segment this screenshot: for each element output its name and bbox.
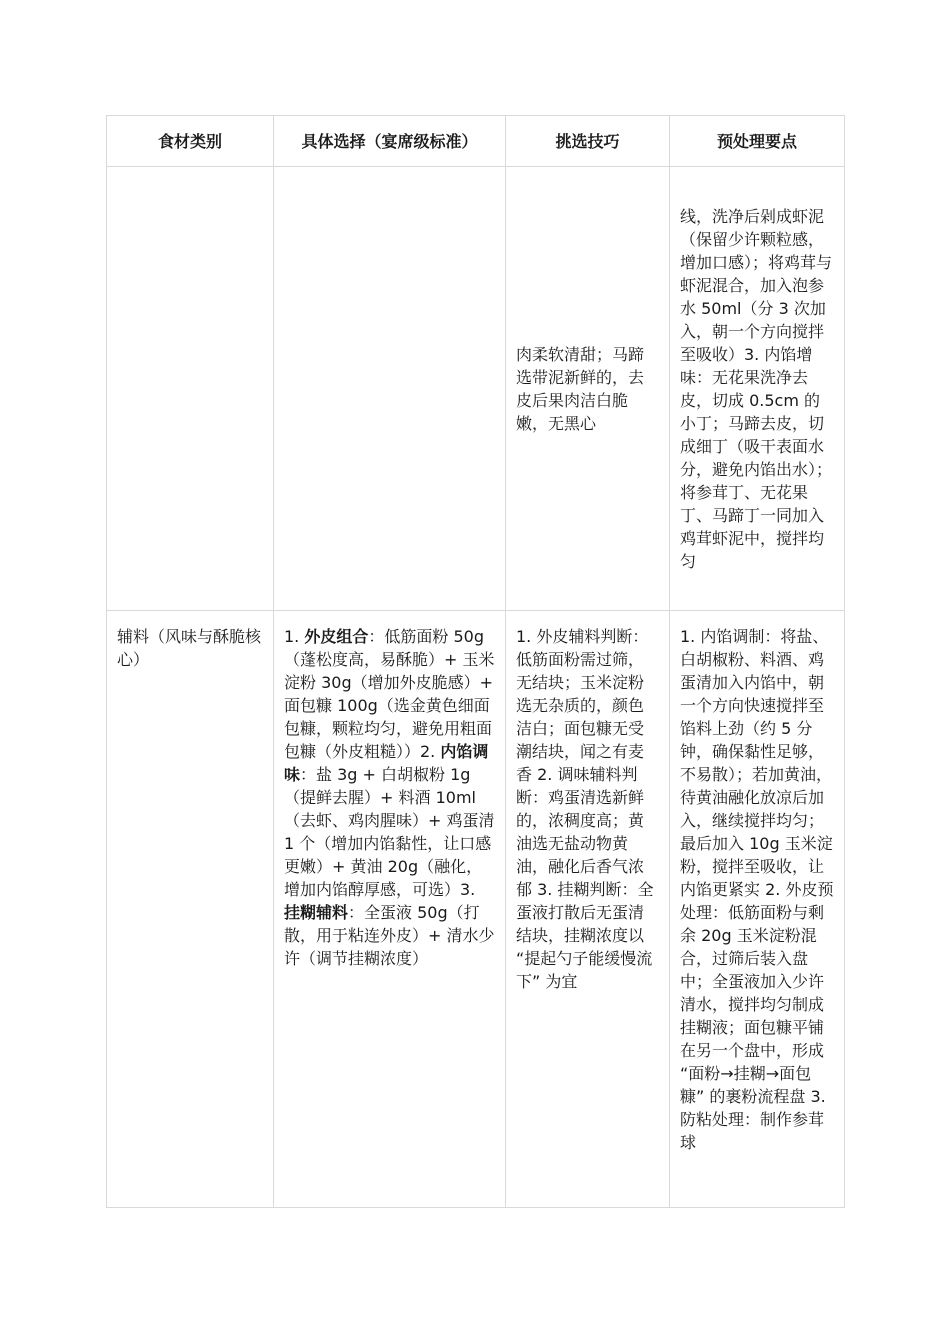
item-heading-outer-skin: 外皮组合 xyxy=(304,627,369,646)
header-tips: 挑选技巧 xyxy=(506,116,670,167)
header-selection: 具体选择（宴席级标准） xyxy=(274,116,506,167)
cell-tips xyxy=(506,167,670,611)
cell-selection xyxy=(274,611,506,1208)
item-heading-batter: 挂糊辅料 xyxy=(284,903,349,922)
cell-prep-text: 线，洗净后剁成虾泥（保留少许颗粒感，增加口感）；将鸡茸与虾泥混合，加入泡参水 50ml（分 3 次加入，朝一个方向搅拌至吸收）3. 内馅增味：无花果洗净去皮，切成 0.5cm 的小丁；马蹄去皮，切成细丁（吸干表面水分，避免内馅出水）；将参茸丁、无花果丁、马蹄丁一同加入鸡茸虾泥中，搅拌均匀 xyxy=(680,206,833,571)
item-heading-filling-seasoning: 内馅调味 xyxy=(284,742,489,784)
item-text: ：低筋面粉 50g（蓬松度高，易酥脆）+ 玉米淀粉 30g（增加外皮脆感）+ 面包糠 100g（选金黄色细面包糠，颗粒均匀，避免用粗面包糠（外皮粗糙））2. xyxy=(284,627,495,761)
cell-tips-text: 肉柔软清甜；马蹄选带泥新鲜的，去皮后果肉洁白脆嫩，无黑心 xyxy=(516,344,645,433)
cell-prep xyxy=(670,167,845,611)
cell-category xyxy=(107,167,274,611)
cell-category xyxy=(107,611,274,1208)
item-text: ：盐 3g + 白胡椒粉 1g（提鲜去腥）+ 料酒 10ml（去虾、鸡肉腥味）+ 鸡蛋清 1 个（增加内馅黏性，让口感更嫩）+ 黄油 20g（融化，增加内馅醇厚感，可选）3. xyxy=(284,765,495,899)
ingredient-table xyxy=(106,115,845,1208)
item-text: ：全蛋液 50g（打散，用于粘连外皮）+ 清水少许（调节挂糊浓度） xyxy=(284,903,495,968)
cell-selection xyxy=(274,167,506,611)
header-category: 食材类别 xyxy=(107,116,274,167)
cell-tips xyxy=(506,611,670,1208)
table-row xyxy=(107,611,845,1208)
cell-prep-text: 1. 内馅调制：将盐、白胡椒粉、料酒、鸡蛋清加入内馅中，朝一个方向快速搅拌至馅料上劲（约 5 分钟，确保黏性足够，不易散）；若加黄油，待黄油融化放凉后加入，继续搅拌均匀；最后加入 10g 玉米淀粉，搅拌至吸收，让内馅更紧实 2. 外皮预处理：低筋面粉与剩余 20g 玉米淀粉混合，过筛后装入盘中；全蛋液加入少许清水，搅拌均匀制成挂糊液；面包糠平铺在另一个盘中，形成 “面粉→挂糊→面包糠” 的裹粉流程盘 3. 防粘处理：制作参茸球 xyxy=(680,627,834,1152)
cell-tips-text: 1. 外皮辅料判断：低筋面粉需过筛，无结块；玉米淀粉选无杂质的，颜色洁白；面包糠无受潮结块，闻之有麦香 2. 调味辅料判断：鸡蛋清选新鲜的，浓稠度高；黄油选无盐动物黄油，融化后香气浓郁 3. 挂糊判断：全蛋液打散后无蛋清结块，挂糊浓度以 “提起勺子能缓慢流下” 为宜 xyxy=(516,627,654,991)
header-prep: 预处理要点 xyxy=(670,116,845,167)
table-header-row xyxy=(107,116,845,167)
cell-prep xyxy=(670,611,845,1208)
cell-category-text: 辅料（风味与酥脆核心） xyxy=(117,627,262,669)
item-number: 1. xyxy=(284,627,305,646)
table-row xyxy=(107,167,845,611)
cell-selection-text xyxy=(284,625,495,970)
